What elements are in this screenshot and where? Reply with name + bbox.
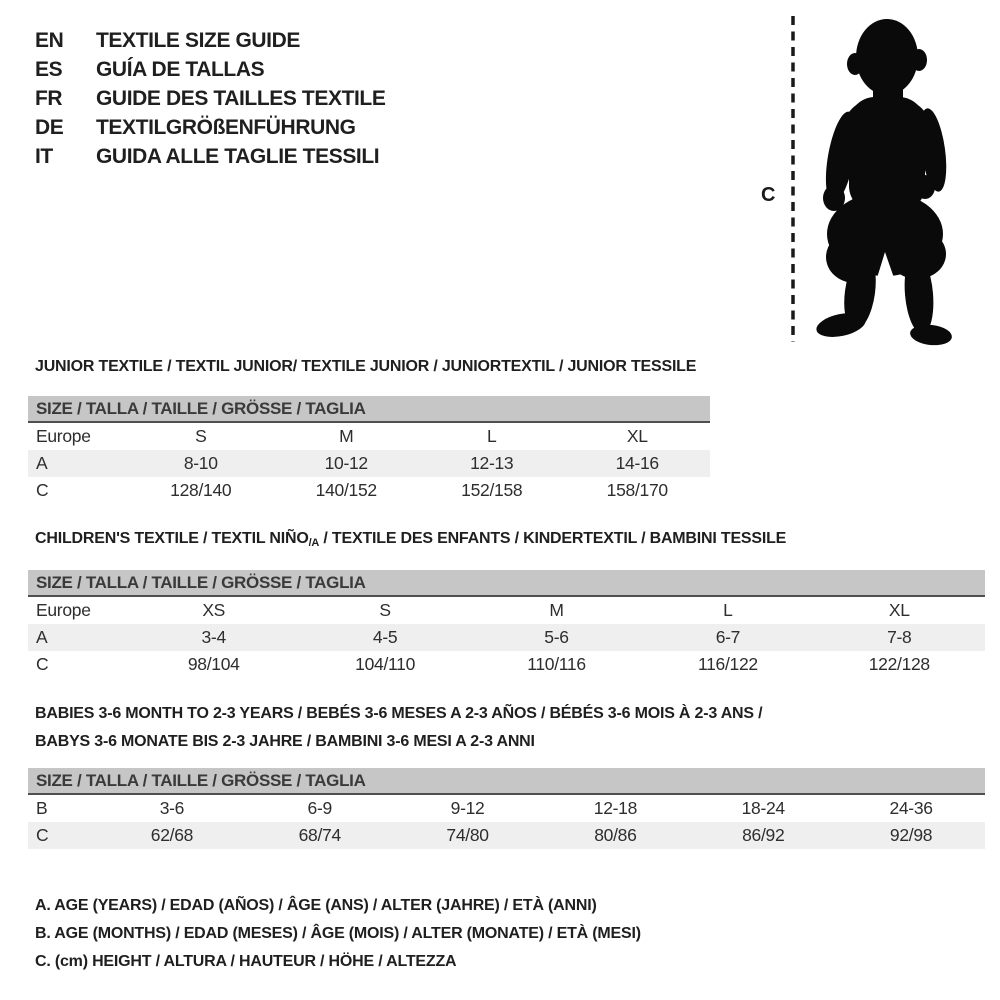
babies-section-title <box>35 700 762 756</box>
size-cell: L <box>723 600 733 620</box>
children-title-part2: / TEXTILE DES ENFANTS / KINDERTEXTIL / BAMBINI TESSILE <box>319 530 787 547</box>
age-cell: 6-9 <box>307 798 332 818</box>
height-cell: 140/152 <box>315 480 377 500</box>
junior-size-table <box>28 396 710 504</box>
toddler-figure <box>755 2 970 350</box>
height-cell: 158/170 <box>606 480 668 500</box>
language-row-de <box>35 113 385 142</box>
age-cell: 24-36 <box>889 798 933 818</box>
height-cell: 86/92 <box>742 825 785 845</box>
age-cell: 12-13 <box>470 453 514 473</box>
row-label: C <box>36 654 49 674</box>
children-title-sub: /A <box>308 537 320 549</box>
table-row <box>28 597 985 624</box>
size-header-bar: SIZE / TALLA / TAILLE / GRÖSSE / TAGLIA <box>28 396 710 423</box>
height-cell: 128/140 <box>170 480 232 500</box>
age-cell: 5-6 <box>544 627 569 647</box>
height-cell: 104/110 <box>355 654 416 674</box>
age-cell: 9-12 <box>450 798 485 818</box>
size-cell: S <box>195 426 207 446</box>
footnote-legend <box>35 892 641 976</box>
table-row <box>28 450 710 477</box>
guide-title-de: TEXTILGRÖßENFÜHRUNG <box>96 116 356 139</box>
language-row-es <box>35 55 385 84</box>
size-cell: L <box>487 426 497 446</box>
height-cell: 80/86 <box>594 825 637 845</box>
age-cell: 10-12 <box>324 453 368 473</box>
height-label-c: C <box>761 184 776 206</box>
height-cell: 62/68 <box>150 825 194 845</box>
footnote-c: C. (cm) HEIGHT / ALTURA / HAUTEUR / HÖHE / ALTEZZA <box>35 953 457 970</box>
junior-section-title: JUNIOR TEXTILE / TEXTIL JUNIOR/ TEXTILE JUNIOR / JUNIORTEXTIL / JUNIOR TESSILE <box>35 358 697 375</box>
footnote-a: A. AGE (YEARS) / EDAD (AÑOS) / ÂGE (ANS) / ALTER (JAHRE) / ETÀ (ANNI) <box>35 897 597 914</box>
height-cell: 68/74 <box>298 825 341 845</box>
size-cell: XS <box>202 600 226 620</box>
size-cell: S <box>379 600 391 620</box>
row-label: B <box>36 798 48 818</box>
size-cell: XL <box>626 426 648 446</box>
table-row <box>28 822 985 849</box>
footnote-b: B. AGE (MONTHS) / EDAD (MESES) / ÂGE (MOIS) / ALTER (MONATE) / ETÀ (MESI) <box>35 925 641 942</box>
row-label: A <box>36 453 48 473</box>
guide-title-fr: GUIDE DES TAILLES TEXTILE <box>96 87 386 110</box>
height-cell: 92/98 <box>889 825 933 845</box>
language-code: ES <box>35 58 63 81</box>
language-row-en <box>35 26 385 55</box>
age-cell: 18-24 <box>741 798 785 818</box>
babies-title-line1: BABIES 3-6 MONTH TO 2-3 YEARS / BEBÉS 3-6 MESES A 2-3 AÑOS / BÉBÉS 3-6 MOIS À 2-3 ANS / <box>35 705 763 722</box>
table-row <box>28 651 985 678</box>
table-row <box>28 624 985 651</box>
height-cell: 152/158 <box>461 480 523 500</box>
babies-title-line2: BABYS 3-6 MONATE BIS 2-3 JAHRE / BAMBINI 3-6 MESI A 2-3 ANNI <box>35 733 535 750</box>
row-label: A <box>36 627 48 647</box>
toddler-silhouette-icon <box>814 19 953 347</box>
language-row-it <box>35 142 385 171</box>
size-header-bar: SIZE / TALLA / TAILLE / GRÖSSE / TAGLIA <box>28 570 985 597</box>
table-row <box>28 795 985 822</box>
guide-title-es: GUÍA DE TALLAS <box>96 58 265 81</box>
babies-size-table <box>28 768 985 849</box>
children-section-title <box>35 530 786 549</box>
height-cell: 122/128 <box>868 654 930 674</box>
language-code: FR <box>35 87 63 110</box>
language-code: IT <box>35 145 53 168</box>
guide-title-en: TEXTILE SIZE GUIDE <box>96 29 300 52</box>
guide-title-it: GUIDA ALLE TAGLIE TESSILI <box>96 145 380 168</box>
size-cell: M <box>549 600 564 620</box>
age-cell: 14-16 <box>615 453 659 473</box>
language-row-fr <box>35 84 385 113</box>
language-code: DE <box>35 116 64 139</box>
age-cell: 8-10 <box>183 453 218 473</box>
age-cell: 3-6 <box>159 798 185 818</box>
table-row <box>28 477 710 504</box>
language-code: EN <box>35 29 64 52</box>
age-cell: 3-4 <box>201 627 226 647</box>
height-cell: 116/122 <box>697 654 758 674</box>
age-cell: 4-5 <box>372 627 398 647</box>
toddler-figure-svg <box>755 2 970 350</box>
height-cell: 98/104 <box>187 654 240 674</box>
age-cell: 6-7 <box>715 627 741 647</box>
size-header-bar: SIZE / TALLA / TAILLE / GRÖSSE / TAGLIA <box>28 768 985 795</box>
row-label: Europe <box>36 600 91 620</box>
children-size-table <box>28 570 985 678</box>
row-label: Europe <box>36 426 91 446</box>
table-row <box>28 423 710 450</box>
age-cell: 12-18 <box>593 798 638 818</box>
size-cell: XL <box>888 600 910 620</box>
row-label: C <box>36 825 49 845</box>
row-label: C <box>36 480 49 500</box>
children-title-part1: CHILDREN'S TEXTILE / TEXTIL NIÑO <box>35 530 309 547</box>
height-cell: 110/116 <box>527 654 586 674</box>
language-title-list <box>35 26 385 171</box>
age-cell: 7-8 <box>887 627 912 647</box>
size-cell: M <box>339 426 354 446</box>
height-cell: 74/80 <box>446 825 489 845</box>
